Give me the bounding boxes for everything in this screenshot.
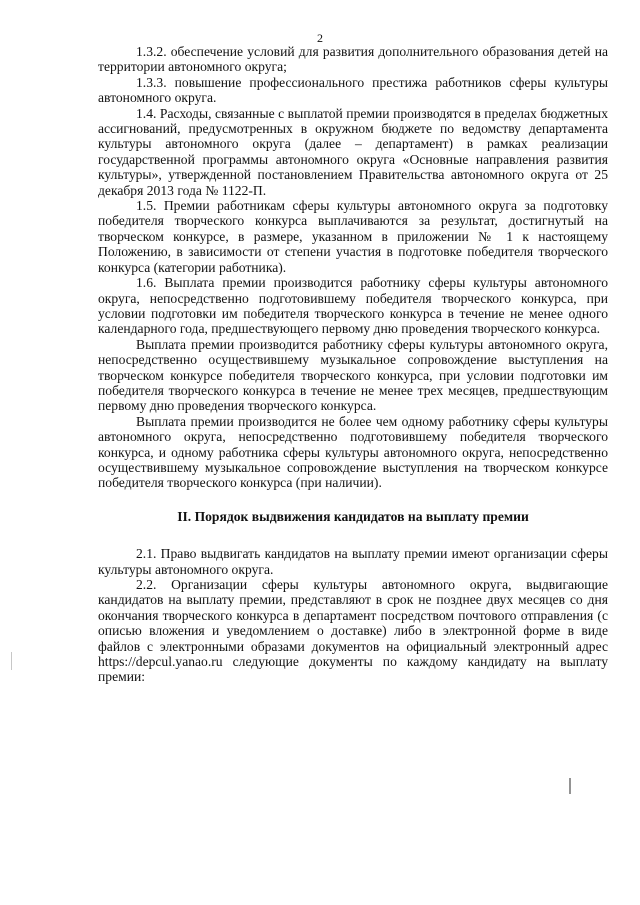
- document-body: [98, 44, 608, 685]
- paragraph-2-2: 2.2. Организации сферы культуры автономного округа, выдвигающие кандидатов на выплату премии, представляют в срок не позднее двух месяцев со дня окончания творческого конкурса в департамент посредством почтового отправления (с описью вложения и уведомлением о доставке) либо в электронной форме в виде файлов с электронными образами документов на официальный электронный адрес https://depcul.yanao.ru следующие документы по каждому кандидату на выплату премии:: [98, 577, 608, 685]
- paragraph-1-4: 1.4. Расходы, связанные с выплатой премии производятся в пределах бюджетных ассигнований, предусмотренных в окружном бюджете по ведомству департамента культуры автономного округа (далее – департамент) в рамках реализации государственной программы автономного округа «Основные направления развития культуры», утвержденной постановлением Правительства автономного округа от 25 декабря 2013 года № 1122-П.: [98, 105, 608, 198]
- scan-mark-left: [11, 652, 12, 670]
- scan-mark-right: [569, 778, 571, 794]
- paragraph-1-6: 1.6. Выплата премии производится работнику сферы культуры автономного округа, непосредственно подготовившему победителя творческого конкурса, при условии подготовки им победителя творческого конкурса в течение не менее одного календарного года, предшествующего первому дню проведения творческого конкурса.: [98, 275, 608, 337]
- paragraph-2-1: 2.1. Право выдвигать кандидатов на выплату премии имеют организации сферы культуры автономного округа.: [98, 546, 608, 577]
- paragraph-1-3-2: 1.3.2. обеспечение условий для развития дополнительного образования детей на территории автономного округа;: [98, 44, 608, 75]
- paragraph-premium-limit: Выплата премии производится не более чем одному работнику сферы культуры автономного округа, непосредственно подготовившему победителя творческого конкурса, и одному работника сферы культуры автономного округа, непосредственно осуществившему музыкальное сопровождение выступления на творческом конкурсе победителя творческого конкурса (при наличии).: [98, 413, 608, 491]
- paragraph-1-3-3: 1.3.3. повышение профессионального престижа работников сферы культуры автономного округа.: [98, 74, 608, 106]
- page-number: 2: [317, 31, 323, 45]
- paragraph-1-5: 1.5. Премии работникам сферы культуры автономного округа за подготовку победителя творческого конкурса выплачиваются за результат, достигнутый на творческом конкурсе, в размере, указанном в приложении № 1 к настоящему Положению, в зависимости от степени участия в подготовке победителя творческого конкурса (категории работника).: [98, 198, 608, 275]
- paragraph-premium-accompaniment: Выплата премии производится работнику сферы культуры автономного округа, непосредственно осуществившему музыкальное сопровождение выступления на творческом конкурсе победителя творческого конкурса, при условии подготовки им победителя творческого конкурса в течение не менее трех месяцев, предшествующим первому дню проведения творческого конкурса.: [98, 336, 608, 414]
- section-heading: II. Порядок выдвижения кандидатов на выплату премии: [177, 508, 529, 524]
